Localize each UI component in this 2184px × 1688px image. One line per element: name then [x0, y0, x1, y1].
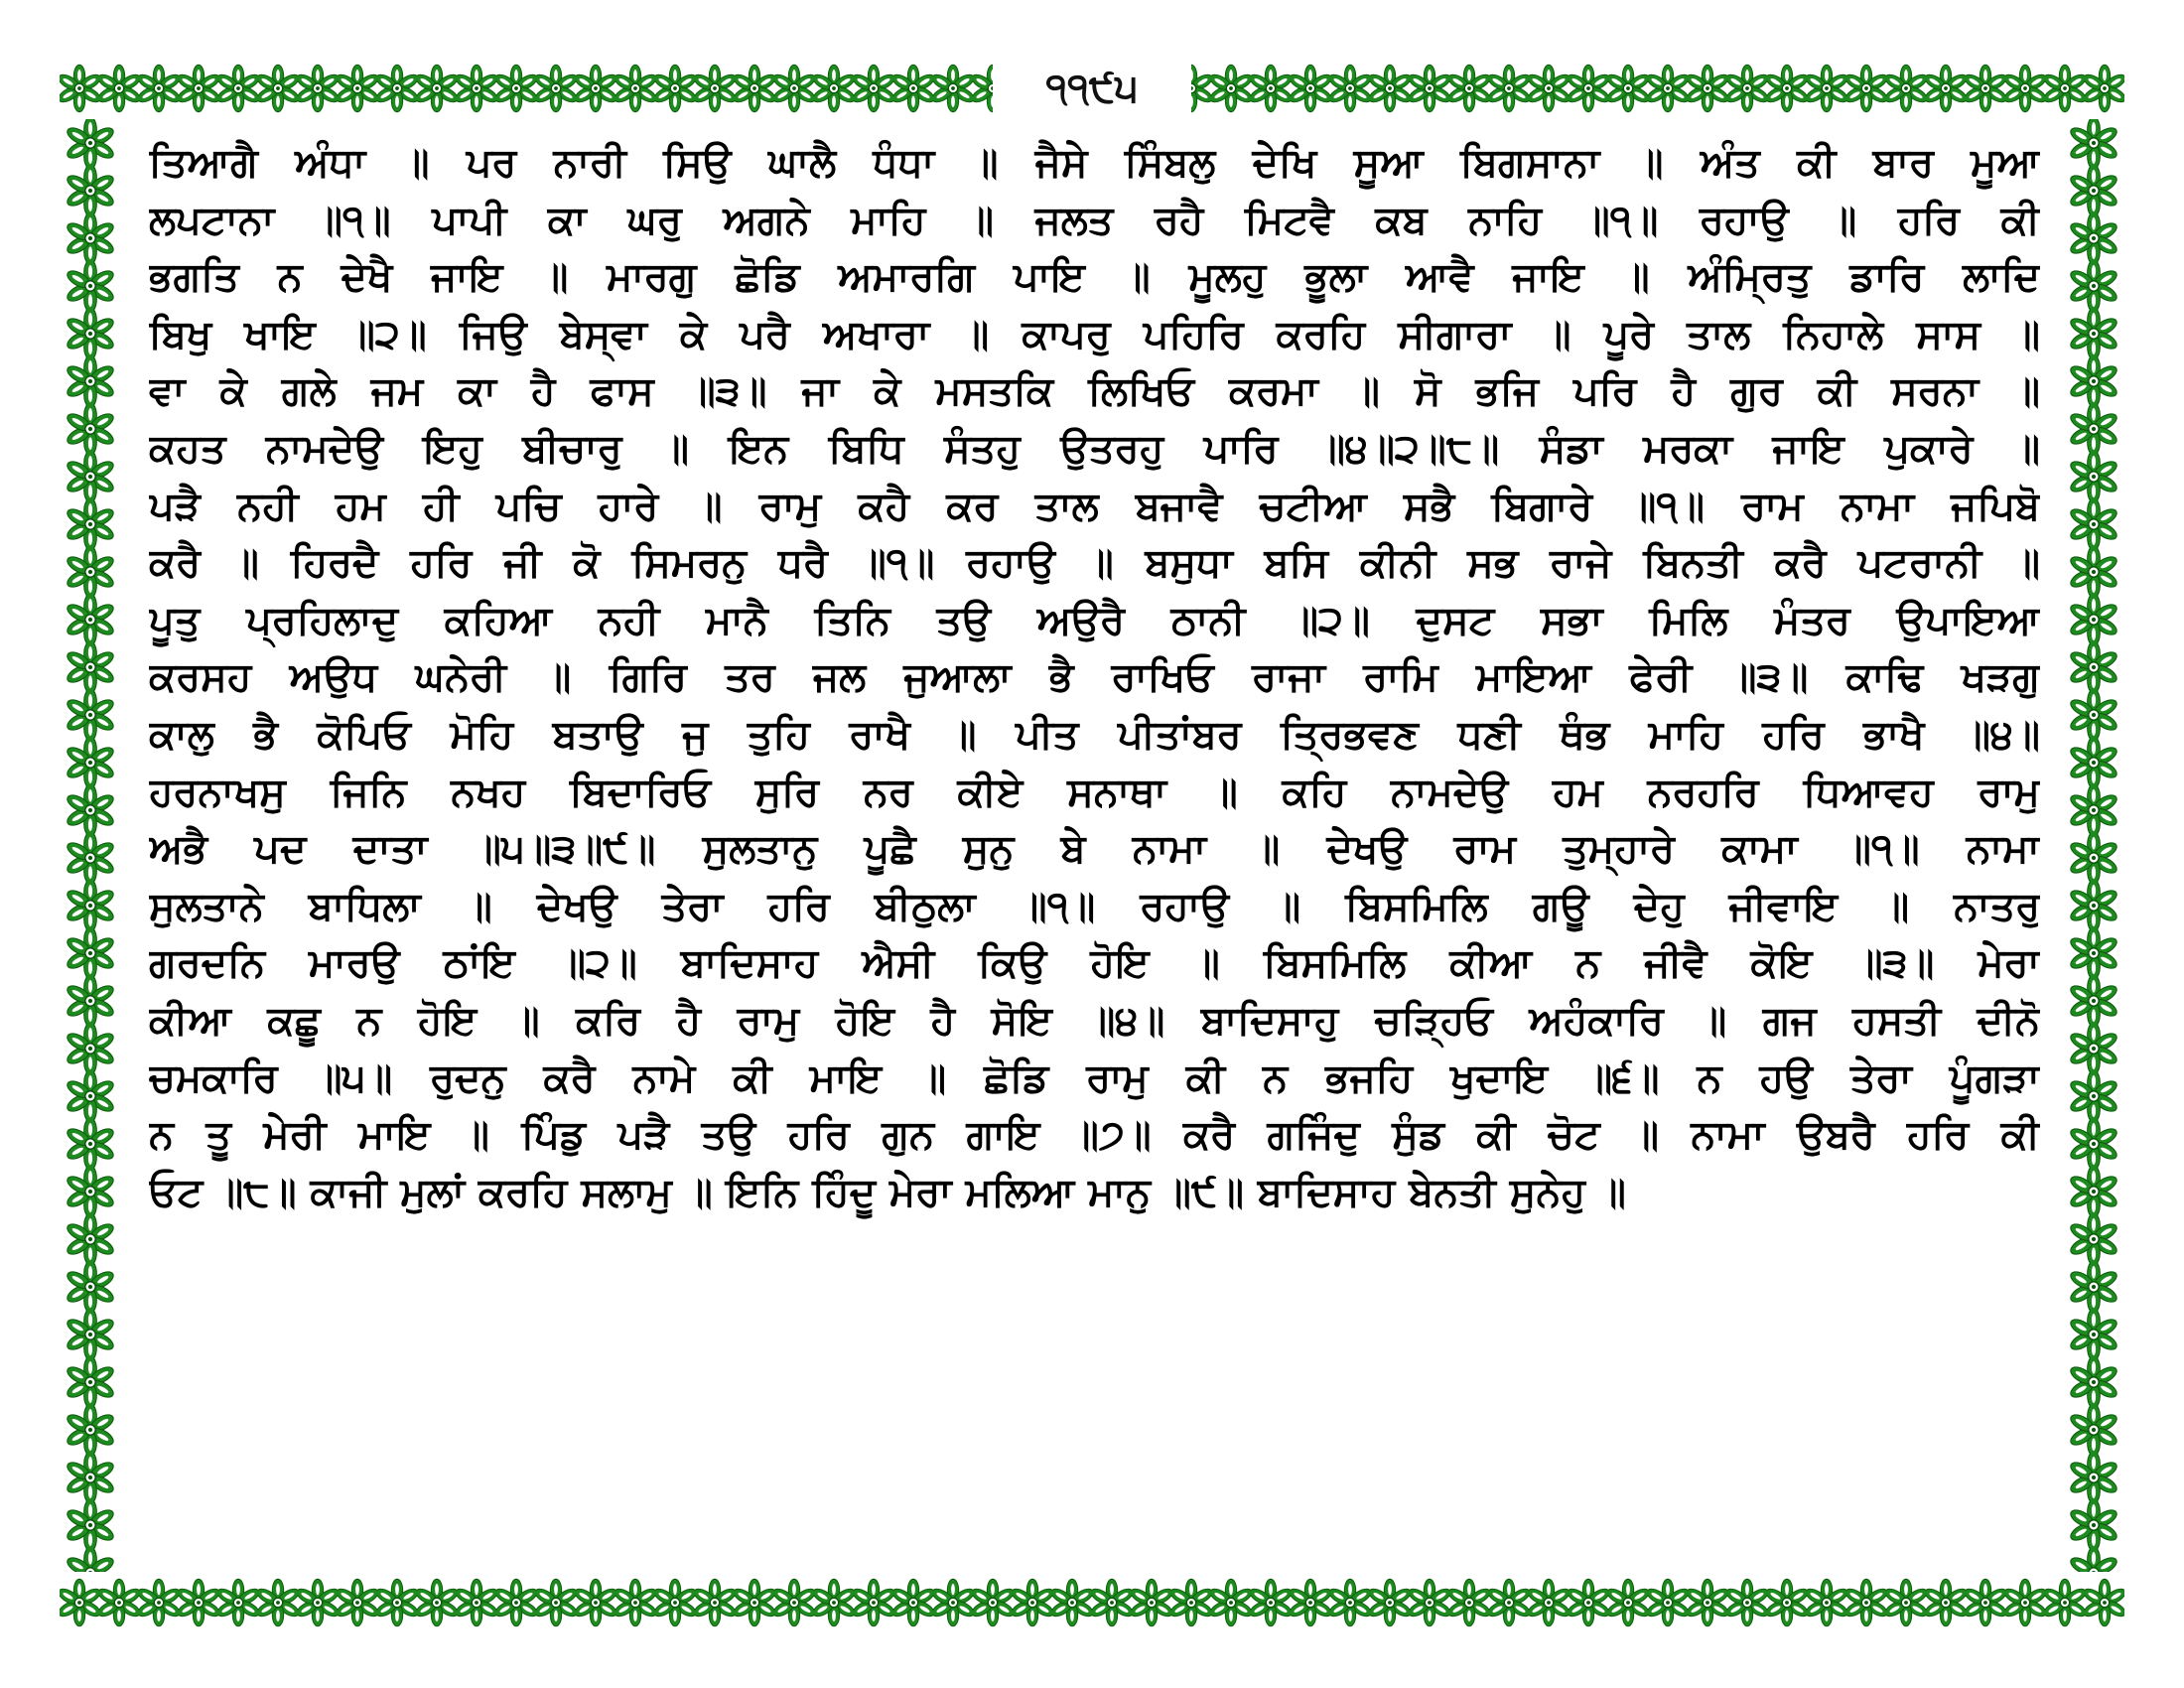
- text-line: ਨ ਤੂ ਮੇਰੀ ਮਾਇ ॥ ਪਿੰਡੁ ਪੜੈ ਤਉ ਹਰਿ ਗੁਨ ਗਾਇ ॥੭॥ ਕਰੈ ਗਜਿੰਦੁ ਸੁੰਡ ਕੀ ਚੋਟ ॥ ਨਾਮਾ ਉਬਰੈ ਹਰਿ ਕੀ: [149, 1112, 2040, 1159]
- text-line: ਓਟ ॥੮॥ ਕਾਜੀ ਮੁਲਾਂ ਕਰਹਿ ਸਲਾਮੁ ॥ ਇਨਿ ਹਿੰਦੂ ਮੇਰਾ ਮਲਿਆ ਮਾਨੁ ॥੯॥ ਬਾਦਿਸਾਹ ਬੇਨਤੀ ਸੁਨੇਹੁ ॥: [149, 1169, 1626, 1215]
- text-line: ਕਹਤ ਨਾਮਦੇਉ ਇਹੁ ਬੀਚਾਰੁ ॥ ਇਨ ਬਿਧਿ ਸੰਤਹੁ ਉਤਰਹੁ ਪਾਰਿ ॥੪॥੨॥੮॥ ਸੰਡਾ ਮਰਕਾ ਜਾਇ ਪੁਕਾਰੇ ॥: [149, 425, 2040, 472]
- text-line: ਅਭੈ ਪਦ ਦਾਤਾ ॥੫॥੩॥੯॥ ਸੁਲਤਾਨੁ ਪੂਛੈ ਸੁਨੁ ਬੇ ਨਾਮਾ ॥ ਦੇਖਉ ਰਾਮ ਤੁਮ੍ਹਾਰੇ ਕਾਮਾ ॥੧॥ ਨਾਮਾ: [149, 826, 2040, 873]
- text-line: ਚਮਕਾਰਿ ॥੫॥ ਰੁਦਨੁ ਕਰੈ ਨਾਮੇ ਕੀ ਮਾਇ ॥ ਛੋਡਿ ਰਾਮੁ ਕੀ ਨ ਭਜਹਿ ਖੁਦਾਇ ॥੬॥ ਨ ਹਉ ਤੇਰਾ ਪੂੰਗੜਾ: [149, 1055, 2040, 1101]
- flower-icon-column: [2063, 119, 2124, 1572]
- page-number: ੧੧੯੫: [993, 60, 1191, 117]
- text-line: ਭਗਤਿ ਨ ਦੇਖੈ ਜਾਇ ॥ ਮਾਰਗੁ ਛੋਡਿ ਅਮਾਰਗਿ ਪਾਇ ॥ ਮੂਲਹੁ ਭੂਲਾ ਆਵੈ ਜਾਇ ॥ ਅੰਮ੍ਰਿਤੁ ਡਾਰਿ ਲਾਦਿ: [149, 254, 2040, 301]
- scripture-text-block: [149, 135, 2040, 1565]
- text-line: ਪੂਤੁ ਪ੍ਰਹਿਲਾਦੁ ਕਹਿਆ ਨਹੀ ਮਾਨੈ ਤਿਨਿ ਤਉ ਅਉਰੈ ਠਾਨੀ ॥੨॥ ਦੁਸਟ ਸਭਾ ਮਿਲਿ ਮੰਤਰ ਉਪਾਇਆ: [149, 597, 2040, 643]
- text-line: ਕਾਲੁ ਭੈ ਕੋਪਿਓ ਮੋਹਿ ਬਤਾਉ ਜੁ ਤੁਹਿ ਰਾਖੈ ॥ ਪੀਤ ਪੀਤਾਂਬਰ ਤ੍ਰਿਭਵਣ ਧਣੀ ਥੰਭ ਮਾਹਿ ਹਰਿ ਭਾਖੈ ॥੪॥: [149, 711, 2040, 758]
- text-line: ਗਰਦਨਿ ਮਾਰਉ ਠਾਂਇ ॥੨॥ ਬਾਦਿਸਾਹ ਐਸੀ ਕਿਉ ਹੋਇ ॥ ਬਿਸਮਿਲਿ ਕੀਆ ਨ ਜੀਵੈ ਕੋਇ ॥੩॥ ਮੇਰਾ: [149, 940, 2040, 987]
- text-line: ਸੁਲਤਾਨੇ ਬਾਧਿਲਾ ॥ ਦੇਖਉ ਤੇਰਾ ਹਰਿ ਬੀਠੁਲਾ ॥੧॥ ਰਹਾਉ ॥ ਬਿਸਮਿਲਿ ਗਊ ਦੇਹੁ ਜੀਵਾਇ ॥ ਨਾਤਰੁ: [149, 883, 2040, 929]
- right-floral-border: [2063, 119, 2124, 1572]
- text-line: ਲਪਟਾਨਾ ॥੧॥ ਪਾਪੀ ਕਾ ਘਰੁ ਅਗਨੇ ਮਾਹਿ ॥ ਜਲਤ ਰਹੈ ਮਿਟਵੈ ਕਬ ਨਾਹਿ ॥੧॥ ਰਹਾਉ ॥ ਹਰਿ ਕੀ: [149, 197, 2040, 243]
- flower-icon-row: [60, 1572, 2124, 1633]
- text-line: ਪੜੈ ਨਹੀ ਹਮ ਹੀ ਪਚਿ ਹਾਰੇ ॥ ਰਾਮੁ ਕਹੈ ਕਰ ਤਾਲ ਬਜਾਵੈ ਚਟੀਆ ਸਭੈ ਬਿਗਾਰੇ ॥੧॥ ਰਾਮ ਨਾਮਾ ਜਪਿਬੋ: [149, 483, 2040, 529]
- left-floral-border: [60, 119, 121, 1572]
- text-line: ਕੀਆ ਕਛੂ ਨ ਹੋਇ ॥ ਕਰਿ ਹੈ ਰਾਮੁ ਹੋਇ ਹੈ ਸੋਇ ॥੪॥ ਬਾਦਿਸਾਹੁ ਚੜ੍ਹਿਓ ਅਹੰਕਾਰਿ ॥ ਗਜ ਹਸਤੀ ਦੀਨੋ: [149, 997, 2040, 1044]
- flower-icon-column: [60, 119, 121, 1572]
- text-line: ਤਿਆਗੈ ਅੰਧਾ ॥ ਪਰ ਨਾਰੀ ਸਿਉ ਘਾਲੈ ਧੰਧਾ ॥ ਜੈਸੇ ਸਿੰਬਲੁ ਦੇਖਿ ਸੂਆ ਬਿਗਸਾਨਾ ॥ ਅੰਤ ਕੀ ਬਾਰ ਮੂਆ: [149, 140, 2040, 186]
- text-line: ਬਿਖੁ ਖਾਇ ॥੨॥ ਜਿਉ ਬੇਸ੍ਵਾ ਕੇ ਪਰੈ ਅਖਾਰਾ ॥ ਕਾਪਰੁ ਪਹਿਰਿ ਕਰਹਿ ਸੀਗਾਰਾ ॥ ਪੂਰੇ ਤਾਲ ਨਿਹਾਲੇ ਸਾਸ ॥: [149, 311, 2040, 357]
- text-line: ਕਰੈ ॥ ਹਿਰਦੈ ਹਰਿ ਜੀ ਕੋ ਸਿਮਰਨੁ ਧਰੈ ॥੧॥ ਰਹਾਉ ॥ ਬਸੁਧਾ ਬਸਿ ਕੀਨੀ ਸਭ ਰਾਜੇ ਬਿਨਤੀ ਕਰੈ ਪਟਰਾਨੀ ॥: [149, 540, 2040, 587]
- text-line: ਕਰਸਹ ਅਉਧ ਘਨੇਰੀ ॥ ਗਿਰਿ ਤਰ ਜਲ ਜੁਆਲਾ ਭੈ ਰਾਖਿਓ ਰਾਜਾ ਰਾਮਿ ਮਾਇਆ ਫੇਰੀ ॥੩॥ ਕਾਢਿ ਖੜਗੁ: [149, 654, 2040, 701]
- text-line: ਵਾ ਕੇ ਗਲੇ ਜਮ ਕਾ ਹੈ ਫਾਸ ॥੩॥ ਜਾ ਕੇ ਮਸਤਕਿ ਲਿਖਿਓ ਕਰਮਾ ॥ ਸੋ ਭਜਿ ਪਰਿ ਹੈ ਗੁਰ ਕੀ ਸਰਨਾ ॥: [149, 368, 2040, 415]
- bottom-floral-border: [60, 1572, 2124, 1633]
- text-line: ਹਰਨਾਖਸੁ ਜਿਨਿ ਨਖਹ ਬਿਦਾਰਿਓ ਸੁਰਿ ਨਰ ਕੀਏ ਸਨਾਥਾ ॥ ਕਹਿ ਨਾਮਦੇਉ ਹਮ ਨਰਹਰਿ ਧਿਆਵਹ ਰਾਮੁ: [149, 769, 2040, 815]
